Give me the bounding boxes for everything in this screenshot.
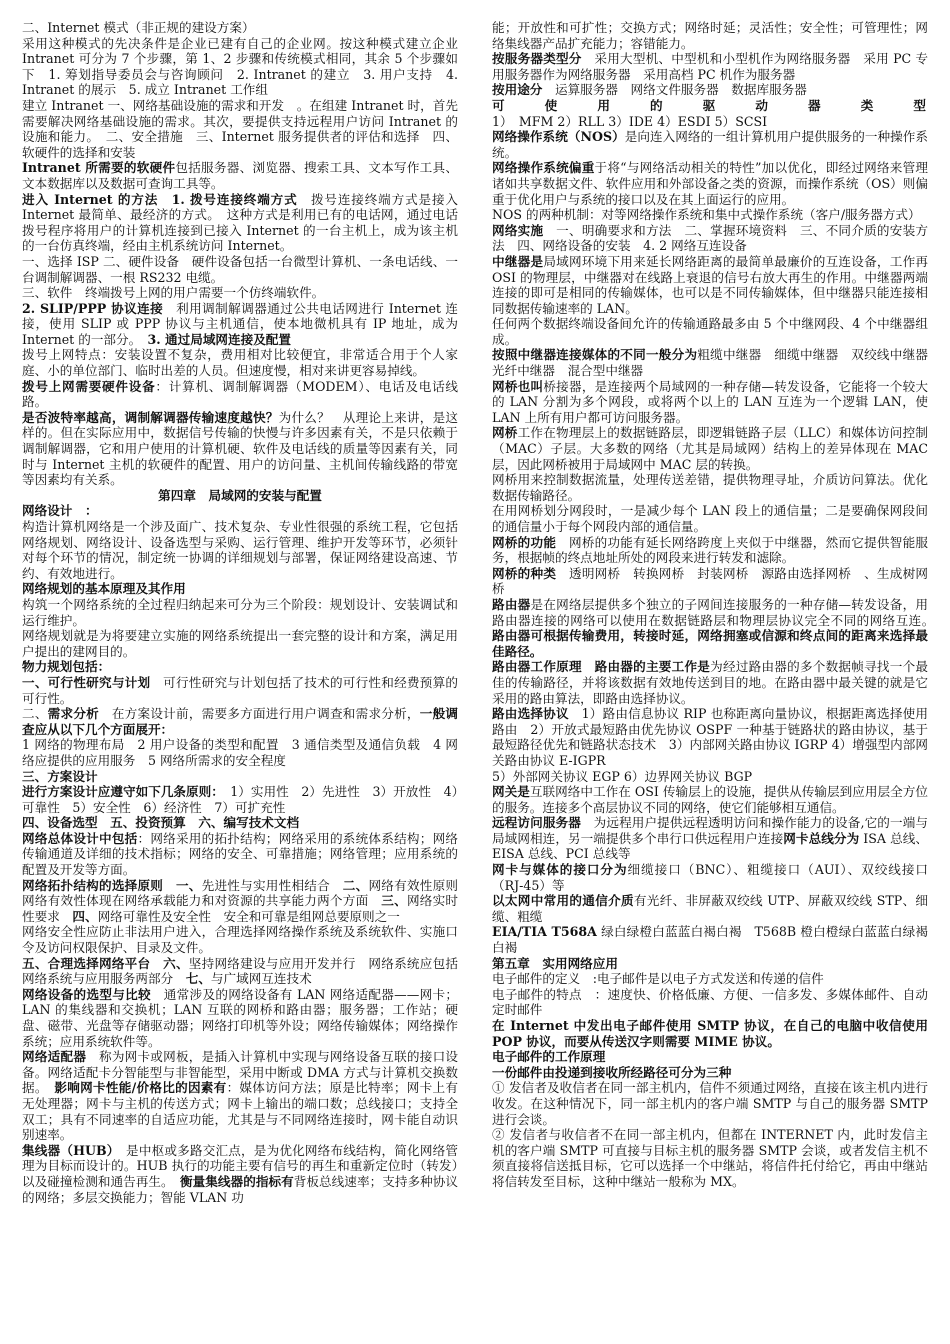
paragraph [22, 831, 458, 878]
text-run: 构造计算机网络是一个涉及面广、技术复杂、专业性很强的系统工程，它包括网络规划、网络设计、设备选型与采购、运行管理、维护开发等环节，必须针对每个环节的情况，制定统一协调的详细规划与部署，保证网络建设高速、节约、有效地进行。 [22, 519, 458, 581]
paragraph [492, 20, 928, 51]
paragraph [22, 784, 458, 815]
bold-text-run: 一般调查应从以下几个方面展开： [22, 706, 459, 737]
text-run: 有光纤、非屏蔽双绞线 UTP、屏蔽双绞线 STP、细缆、粗缆 [492, 893, 929, 924]
text-run: 在方案设计前，需要多方面进行用户调查和需求分析， [99, 706, 420, 722]
bold-text-run: 网络操作系统（NOS） [492, 129, 625, 145]
paragraph [492, 1127, 928, 1189]
bold-text-run: 网关是 [492, 784, 530, 800]
paragraph [22, 301, 458, 348]
text-run: 1）路由信息协议 RIP 也称距离向量协议，根据距离选择使用路由 2）开放式最短路由优先协议 OSPF 一种基于链路状的路由协议，基于最短路径优先和链路状态技术 3）内部网关路由协议 IGRP 4）增强型内部网关路由协议 E-IGPR [492, 706, 929, 768]
text-run: 任何两个数据终端设备间允许的传输通路最多由 5 个中继网段、4 个中继器组成。 [492, 316, 928, 347]
text-run: 网络可靠性及安全性 安全和可靠是组网总要原则之一 [97, 908, 400, 924]
paragraph [22, 581, 458, 597]
right-text-column [492, 20, 941, 1342]
bold-text-run: 3. 通过局域网连接及配置 [147, 331, 291, 347]
paragraph [492, 987, 928, 1018]
text-run: 一、明确要求和方法 二、掌握环境资料 三、不同介质的安装方法 四、网络设备的安装 4. 2 网络互连设备 [492, 222, 929, 254]
text-run: 背板总线速率；支持多种协议的网络；多层交换能力；智能 VLAN 功 [22, 1173, 459, 1205]
paragraph [492, 769, 928, 785]
text-run: 网络安全性应防止非法用户进入，合理选择网络操作系统及系统软件、实施口令及访问权限保护、目录及文件。 [22, 924, 458, 956]
text-run: 绿白绿橙白蓝蓝白褐白褐 T568B 橙白橙绿白蓝蓝白绿褐白褐 [492, 924, 928, 956]
text-run: ISA 总线、EISA 总线、PCI 总线等 [492, 830, 928, 862]
paragraph [492, 893, 928, 924]
paragraph [22, 254, 458, 285]
paragraph [492, 956, 928, 972]
paragraph [22, 20, 458, 36]
paragraph [492, 862, 928, 893]
paragraph [22, 769, 458, 785]
paragraph [22, 192, 458, 254]
paragraph [22, 628, 458, 659]
text-run: 1） MFM 2）RLL 3）IDE 4）ESDI 5）SCSI [492, 113, 768, 129]
text-run: 利用调制解调器通过公共电话网进行 Internet 连接，使用 SLIP 或 PPP 协议与主机通信，使本地微机具有 IP 地址，成为 Internet 的一部分。 [22, 300, 458, 347]
bold-text-run: 路由器 [492, 596, 531, 612]
bold-text-run: 网桥也叫 [492, 378, 544, 394]
paragraph [22, 877, 471, 925]
text-run: 先进性与实用性相结合 [201, 877, 343, 893]
paragraph [22, 737, 458, 768]
bold-text-run: 物力规划包括： [22, 659, 111, 675]
bold-text-run: 网桥的种类 [492, 565, 557, 581]
text-run: 网络实时性要求 [22, 893, 459, 924]
text-run: 网桥的功能有延长网络跨度上夹似于中继器，然而它提供智能服务，根据帧的终点地址所处的网段来进行转发和滤除。 [492, 534, 929, 566]
left-text-column [22, 20, 471, 1342]
bold-text-run: 2. SLIP/PPP 协议连接 [22, 300, 164, 316]
paragraph [492, 223, 928, 254]
bold-text-run: 拨号上网需要硬件设备 [22, 378, 156, 394]
paragraph [22, 815, 458, 831]
text-run: 工作在物理层上的数据链路层，即逻辑链路子层（LLC）和媒体访问控制（MAC）子层。大多数的网络（尤其是局域网）结构上的差异体现在 MAC 层，因此网桥被用于局域网中 MAC 层的转换。 [492, 425, 928, 472]
paragraph [492, 98, 928, 114]
bold-text-run: 五、合理选择网络平台 六、 [22, 955, 189, 971]
text-run: 透明网桥 转换网桥 封装网桥 源路由选择网桥 、生成树网桥 [492, 565, 929, 597]
bold-text-run: 可 使 用 的 驱 动 器 类 型 [492, 97, 928, 113]
text-run: 为远程用户提供远程透明访问和操作能力的设备,它的一端与局域网相连，另一端提供多个串行口供远程用户连接 [492, 815, 929, 846]
text-run: ：网络采用的拓扑结构；网络采用的系统体系结构；网络传输通道及详细的技术指标；网络的安全、可靠措施；网络管理；应用系统的配置及开发等方面。 [22, 830, 459, 878]
bold-text-run: 一、可行性研究与计划 [22, 674, 151, 690]
paragraph [492, 1049, 928, 1065]
paragraph [492, 1080, 928, 1127]
paragraph [492, 51, 928, 82]
bold-text-run: 三、 [381, 893, 407, 909]
text-run: 于将“与网络活动相关的特性”加以优化，即经过网络来管理诸如共享数据文件、软件应用和外部设备之类的资源，而操作系统（OS）则偏重于优化用户与系统的接口以及在其上面运行的应用。 [492, 160, 928, 207]
paragraph [492, 706, 928, 768]
text-run: 为经过路由器的多个数据帧寻找一个最佳的传输路径，并将该数据有效地传送到目的地。在路由器中最关键的就是它采用的路由算法，即路由选择协议。 [492, 659, 929, 706]
text-run: 可行性研究与计划包括了技术的可行性和经费预算的可行性。 [22, 674, 459, 706]
text-run: 二、 [22, 706, 48, 722]
paragraph [22, 956, 458, 987]
paragraph [22, 924, 458, 955]
bold-text-run: 网络拓扑结构的选择原则 一、 [22, 877, 202, 893]
paragraph [492, 254, 928, 316]
bold-text-run: 集线器（HUB） [22, 1142, 114, 1158]
text-run: 包括服务器、浏览器、搜索工具、文本写作工具、文本数据库以及数据可查询工具等。 [22, 160, 459, 191]
bold-text-run: 网络设计 ： [22, 503, 98, 519]
text-run: 电子邮件的定义 :电子邮件是以电子方式发送和传递的信件 [492, 971, 824, 987]
paragraph [22, 379, 458, 410]
bold-text-run: 四、 [72, 908, 98, 924]
text-run: 是向连入网络的一组计算机用户提供服务的一种操作系统。 [492, 129, 929, 160]
paragraph [492, 347, 941, 379]
text-run: 网桥用来控制数据流量，处理传送差错，提供物理寻址，介质访问算法。优化数据传输路径。 [492, 472, 928, 503]
bold-text-run: 路由器工作原理 路由器的主要工作是 [492, 659, 711, 675]
bold-text-run: 衡量集线器的指标有 [180, 1173, 294, 1189]
paragraph [492, 379, 928, 426]
text-run: 是中枢或多路交汇点，是为优化网络布线结构，简化网络管理为目标而设计的。HUB 执行的功能主要有信号的再生和重新定位时（转发）以及碰撞检测和通告再生。 [22, 1142, 458, 1189]
text-run: 通常涉及的网络设备有 LAN 网络适配器——网卡；LAN 的集线器和交换机；LAN 互联的网桥和路由器；服务器；工作站；硬盘、磁带、光盘等存储驱动器；网络打印机等外设；网络传输媒体；网络操作系统；应用系统软件等。 [22, 986, 459, 1049]
text-run: 是在网络层提供多个独立的子网间连接服务的一种存储—转发设备，用路由器连接的网络可以使用在数据链路层和物理层协议完全不同的网络互连。 [492, 596, 941, 628]
paragraph [22, 160, 458, 191]
paragraph [22, 488, 458, 504]
bold-text-run: 影响网卡性能/价格比的因素有 [54, 1080, 227, 1096]
text-run: ：媒体访问方法；原是比特率；网卡上有无处理器；网卡与主机的传送方式；网卡上输出的端口数；总线接口；支持全双工；具有不同速率的自适应功能，尤其是与不同网络连接时，网卡能自动识别速率。 [22, 1080, 459, 1143]
paragraph [492, 815, 928, 862]
bold-text-run: 路由器可根据传输费用，转接时延，网络拥塞或信源和终点间的距离来选择最佳路径。 [492, 628, 928, 659]
paragraph [22, 285, 458, 301]
bold-text-run: 按用途分 [492, 82, 543, 98]
text-run: 桥接器，是连接两个局域网的一种存储—转发设备，它能将一个较大的 LAN 分割为多个网段，或将两个以上的 LAN 互连为一个逻辑 LAN，使 LAN 上所有用户都可访问服务器。 [492, 378, 929, 425]
text-run: 1）实用性 2）先进性 3）开放性 4）可靠性 5）安全性 6）经济性 7）可扩充性 [22, 784, 458, 815]
text-run: 粗缆中继器 细缆中继器 双绞线中继器 光纤中继器 混合型中继器 [492, 347, 941, 379]
bold-text-run: 网络实施 [492, 222, 544, 238]
paragraph [22, 503, 458, 519]
paragraph [492, 129, 928, 160]
text-run: 坚持网络建设与应用开发并行 网络系统应包括网络系统与应用服务两部分 [22, 955, 459, 987]
paragraph [22, 987, 458, 1049]
paragraph [492, 971, 928, 987]
paragraph [492, 535, 928, 566]
text-run: 采用这种模式的先决条件是企业已建有自己的企业网。按这种模式建立企业 Intranet 可分为 7 个步骤，第 1、2 步骤和传统模式相同，其余 5 个步骤如下 1. 筹划指导委员会与咨询顾问 2. Intranet 的建立 3. 用户支持 4. Intranet 的展示 5. 成立 Intranet 工作组 [22, 35, 458, 98]
text-run: 在用网桥划分网段时，一是减少每个 LAN 段上的通信量；二是要确保网段间的通信量小于每个网段内部的通信量。 [492, 503, 928, 534]
paragraph [492, 784, 928, 815]
text-run: 与广域网互连技术 [210, 971, 312, 987]
text-run: 二、Internet 模式（非正规的建设方案） [22, 20, 255, 35]
bold-text-run: 网络设备的选型与比较 [22, 986, 151, 1002]
bold-text-run: 网络操作系统偏重 [492, 160, 595, 176]
text-run: 网络规划就是为将要建立实施的网络系统提出一套完整的设计和方案，满足用户提出的建网目的。 [22, 628, 458, 659]
bold-text-run: 第五章 实用网络应用 [492, 955, 618, 971]
bold-text-run: 网桥的功能 [492, 534, 557, 550]
paragraph [492, 207, 928, 223]
text-run: 一、选择 ISP 二、硬件设备 硬件设备包括一台微型计算机、一条电话线、一台调制解调器、一根 RS232 电缆。 [22, 253, 458, 285]
bold-text-run: EIA/TIA T568A [492, 924, 597, 940]
text-run: 网络有效性原则 网络有效性体现在网络承载能力和对资源的共享能力两个方面 [22, 877, 471, 909]
text-run: 三、软件 终端拨号上网的用户需要一个仿终端软件。 [22, 285, 325, 301]
bold-text-run: 一份邮件由投递到接收所经路径可分为三种 [492, 1064, 732, 1080]
bold-text-run: 进行方案设计应遵守如下几条原则： [22, 784, 218, 800]
text-run: 构筑一个网络系统的全过程归纳起来可分为三个阶段：规划设计、安装调试和运行维护。 [22, 596, 458, 628]
bold-text-run: 进入 Internet 的方法 1. 拨号连接终端方式 [22, 191, 298, 207]
paragraph [492, 160, 928, 207]
bold-text-run: 路由选择协议 [492, 706, 569, 722]
text-run: 运算服务器 网络文件服务器 数据库服务器 [542, 82, 807, 98]
bold-text-run: 网卡总线分为 [783, 830, 860, 846]
bold-text-run: 网络适配器 [22, 1049, 87, 1065]
paragraph [492, 659, 928, 706]
bold-text-run: 网络总体设计中包括 [22, 830, 138, 846]
paragraph [492, 566, 928, 597]
paragraph [492, 503, 928, 534]
paragraph [22, 36, 458, 98]
paragraph [492, 596, 941, 659]
text-run: ② 发信者与收信者不在同一部主机内，但都在 INTERNET 内，此时发信主机的客户端 SMTP 可直接与目标主机的服务器 SMTP 会谈，或者发信主机不须直接将信送抵目标，它可以选择一个中继站，将信件托付给它，再由中继站将信转发至目标，这种中继站一般称为 MX。 [492, 1127, 928, 1189]
paragraph [22, 1049, 458, 1143]
text-run: 采用大型机、中型机和小型机作为网络服务器 采用 PC 专用服务器作为网络服务器 采用高档 PC 机作为服务器 [492, 51, 929, 82]
text-run: 细缆接口（BNC）、粗缆接口（AUI）、双绞线接口（RJ-45）等 [492, 862, 928, 893]
text-run: 拨号连接终端方式是接入 Internet 最简单、最经济的方式。 这种方式是利用已有的电话网，通过电话拨号程序将用户的计算机连接到已接入 Internet 的一台主机上，成为该主机的一台仿真终端，经由主机系统访问 Internet。 [22, 191, 458, 254]
paragraph [22, 675, 458, 706]
bold-text-run: 网卡与媒体的接口分为 [492, 862, 628, 878]
text-run: 互联网络中工作在 OSI 传输层上的设施，提供从传输层到应用层全方位的服务。连接多个高层协议不同的网络，使它们能够相互通信。 [492, 784, 929, 815]
text-run: ：计算机、调制解调器（MODEM）、电话及电话线路。 [22, 378, 459, 410]
bold-text-run: 按服务器类型分 [492, 51, 582, 67]
bold-text-run: 远程访问服务器 [492, 815, 581, 831]
paragraph [22, 519, 458, 581]
text-run: 局域网环境下用来延长网络距离的最简单最廉价的互连设备，工作再 OSI 的物理层，中继器对在线路上衰退的信号右放大再生的作用。中继器两端连接的即可是相同的传输媒体，也可以是不同传输媒体，但中继器只能连接相同数据传输速率的 LAN。 [492, 253, 929, 316]
paragraph [492, 924, 928, 955]
bold-text-run: 电子邮件的工作原理 [492, 1049, 606, 1065]
paragraph [492, 316, 928, 347]
bold-text-run: 二、 [342, 877, 369, 893]
paragraph [492, 1018, 928, 1049]
paragraph [492, 472, 928, 503]
paragraph [22, 597, 458, 628]
bold-text-run: 第四章 局域网的安装与配置 [158, 487, 322, 503]
text-run: 拨号上网特点：安装设置不复杂，费用相对比较便宜，非常适合用于个人家庭、小的单位部门、临时出差的人员。但速度慢，相对来讲更容易掉线。 [22, 347, 458, 379]
bold-text-run: 以太网中常用的通信介质 [492, 893, 634, 909]
bold-text-run: 四、设备选型 五、投资预算 六、编写技术文档 [22, 815, 300, 831]
paragraph [492, 82, 928, 98]
text-run: 能；开放性和可扩性；交换方式；网络时延；灵活性；安全性；可管理性；网络集线器产品扩充能力；容错能力。 [492, 20, 928, 51]
paragraph [22, 347, 458, 378]
text-run: 称为网卡或网板，是插入计算机中实现与网络设备互联的接口设备。网络适配卡分智能型与非智能型，采用中断或 DMA 方式与计算机交换数据。 [22, 1049, 459, 1096]
bold-text-run: 中继器是 [492, 253, 544, 269]
paragraph [22, 410, 458, 488]
bold-text-run: 七、 [185, 971, 211, 987]
paragraph [492, 1065, 928, 1081]
bold-text-run: 在 Internet 中发出电子邮件使用 SMTP 协议，在自己的电脑中收信使用 POP 协议，而要从传送汉字则需要 MIME 协议。 [492, 1018, 928, 1049]
bold-text-run: 是否波特率越高，调制解调器传输速度越快？ [22, 409, 279, 425]
bold-text-run: 三、方案设计 [22, 768, 98, 784]
text-run: 为什么？ 从理论上来讲，是这样的。但在实际应用中，数据信号传输的快慢与许多因素有关，不是只依赖于调制解调器，它和用户使用的计算机硬、软件及电话线的质量等因素有关，同时与 Internet 主机的软硬件的配置、用户的访问量、主机间传输线路的带宽等因素均有关系。 [22, 409, 459, 488]
text-run: 1 网络的物理布局 2 用户设备的类型和配置 3 通信类型及通信负载 4 网络应提供的应用服务 5 网络所需求的安全程度 [22, 737, 458, 768]
text-run: 建立 Intranet 一、网络基础设施的需求和开发 。在组建 Intranet 时，首先需要解决网络基础设施的需求。其次，要提供支持远程用户访问 Intranet 的设施和能力。 二、安全措施 三、Internet 服务提供者的评估和选择 四、软硬件的选择和安装 [22, 97, 458, 160]
paragraph [492, 114, 928, 130]
paragraph [22, 98, 458, 160]
paragraph [492, 425, 928, 472]
text-run: 5）外部网关协议 EGP 6）边界网关协议 BGP [492, 768, 753, 784]
bold-text-run: 需求分析 [47, 706, 99, 722]
paragraph [22, 1143, 458, 1205]
bold-text-run: 网桥 [492, 425, 518, 441]
paragraph [22, 706, 458, 737]
text-run: ① 发信者及收信者在同一部主机内，信件不须通过网络，直接在该主机内进行收发。在这种情况下，同一部主机内的客户端 SMTP 与自己的服务器 SMTP 进行会谈。 [492, 1080, 928, 1127]
bold-text-run: Intranet 所需要的软硬件 [22, 160, 176, 176]
text-run: 电子邮件的特点 ：速度快、价格低廉、方便、一信多发、多媒体邮件、自动定时邮件 [492, 986, 928, 1018]
bold-text-run: 按照中继器连接媒体的不同一般分为 [492, 347, 698, 363]
text-run: NOS 的两种机制：对等网络操作系统和集中式操作系统（客户/服务器方式） [492, 207, 921, 223]
bold-text-run: 网络规划的基本原理及其作用 [22, 581, 186, 597]
paragraph [22, 659, 458, 675]
